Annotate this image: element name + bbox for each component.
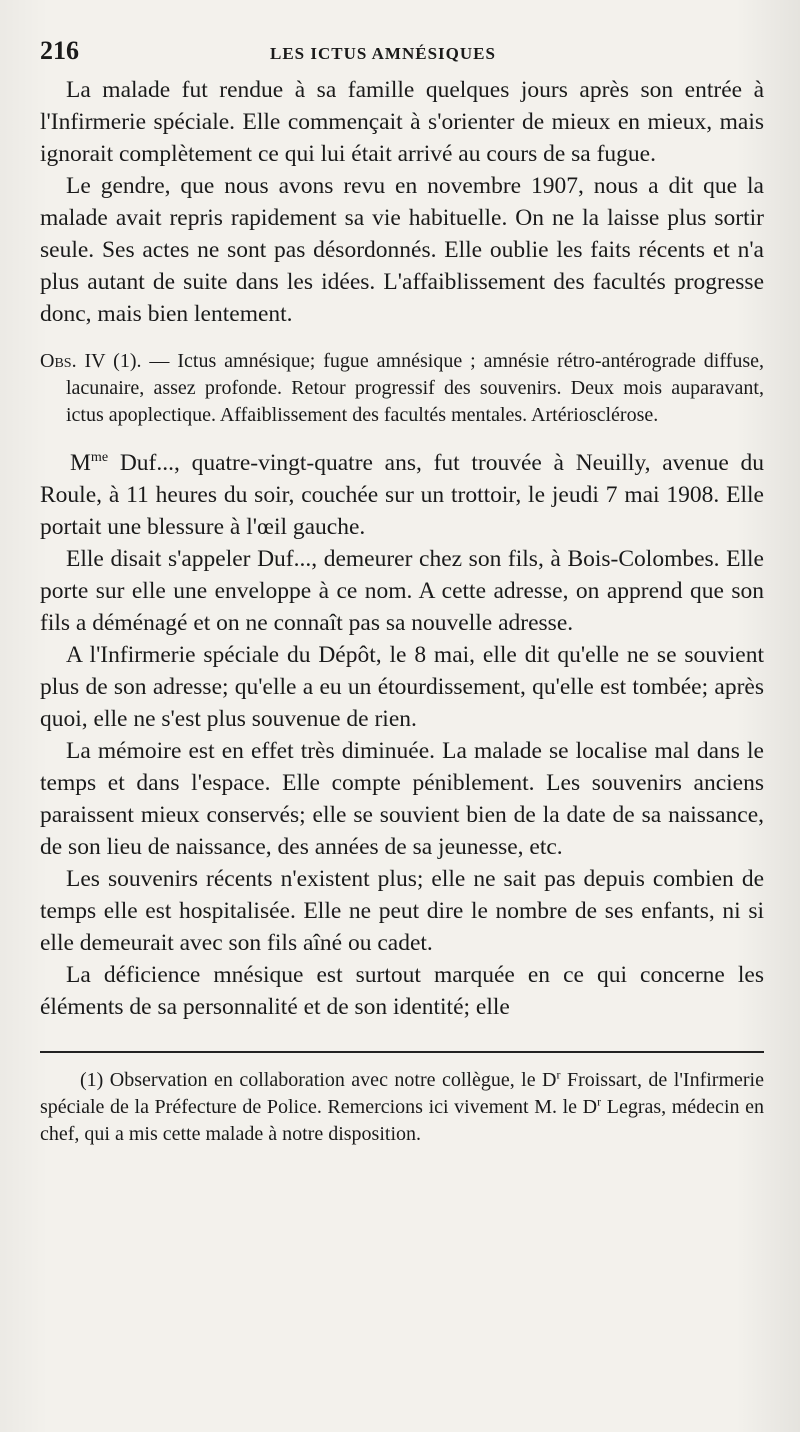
footnote-text: Legras, médecin en chef, qui a mis cette malade à notre disposition.: [40, 1096, 764, 1145]
body-text: [40, 74, 764, 330]
footnote-sup: r: [556, 1067, 561, 1082]
paragraph: Les souvenirs récents n'existent plus; elle ne sait pas depuis combien de temps elle est hospitalisée. Elle ne peut dire le nombre de ses enfants, ni si elle demeurait avec son fils aîné ou cadet.: [40, 866, 764, 956]
paragraph-text: Duf..., quatre-vingt-quatre ans, fut trouvée à Neuilly, avenue du Roule, à 11 heures du soir, couchée sur un trottoir, le jeudi 7 mai 1908. Elle portait une blessure à l'œil gauche.: [40, 450, 764, 540]
observation-label: Obs. IV (1).: [40, 350, 142, 372]
page-number: 216: [40, 36, 79, 65]
title-abbrev-sup: me: [90, 449, 109, 466]
footnote: [40, 1067, 764, 1148]
paragraph: La déficience mnésique est surtout marquée en ce qui concerne les éléments de sa personnalité et de son identité; elle: [40, 962, 764, 1020]
footnote-sup: r: [597, 1094, 602, 1109]
running-head: LES ICTUS AMNÉSIQUES: [270, 44, 496, 63]
footnote-divider: [40, 1051, 764, 1053]
paragraph: Elle disait s'appeler Duf..., demeurer chez son fils, à Bois-Colombes. Elle porte sur elle une enveloppe à ce nom. A cette adresse, on apprend que son fils a déménagé et on ne connaît pas sa nouvelle adresse.: [40, 546, 764, 636]
case-report: [40, 447, 764, 1023]
observation-text: — Ictus amnésique; fugue amnésique ; amnésie rétro-antérograde diffuse, lacunaire, assez profonde. Retour progressif des souvenirs. Deux mois auparavant, ictus apoplectique. Affaiblissement des facultés mentales. Artériosclérose.: [66, 350, 764, 426]
title-abbrev: M: [70, 450, 91, 476]
paragraph: A l'Infirmerie spéciale du Dépôt, le 8 mai, elle dit qu'elle ne se souvient plus de son adresse; qu'elle a eu un étourdissement, qu'elle est tombée; après quoi, elle ne s'est plus souvenue de rien.: [40, 642, 764, 732]
paragraph: La malade fut rendue à sa famille quelques jours après son entrée à l'Infirmerie spéciale. Elle commençait à s'orienter de mieux en mieux, mais ignorait complètement ce qui lui était arrivé au cours de sa fugue.: [40, 77, 764, 167]
observation-summary: [40, 348, 764, 429]
footnote-text: (1) Observation en collaboration avec notre collègue, le D: [80, 1069, 557, 1091]
paragraph: La mémoire est en effet très diminuée. La malade se localise mal dans le temps et dans l'espace. Elle compte péniblement. Les souvenirs anciens paraissent mieux conservés; elle se souvient bien de la date de sa naissance, de son lieu de naissance, des années de sa jeunesse, etc.: [40, 738, 764, 860]
page-header: [40, 36, 764, 74]
paragraph: [40, 447, 764, 543]
footnote-text: Froissart, de l'Infirmerie spéciale de la Préfecture de Police. Remercions ici vivement M. le D: [40, 1069, 764, 1118]
paragraph: Le gendre, que nous avons revu en novembre 1907, nous a dit que la malade avait repris rapidement sa vie habituelle. On ne la laisse plus sortir seule. Ses actes ne sont pas désordonnés. Elle oublie les faits récents et n'a plus autant de suite dans les idées. L'affaiblissement des facultés progresse donc, mais bien lentement.: [40, 173, 764, 327]
